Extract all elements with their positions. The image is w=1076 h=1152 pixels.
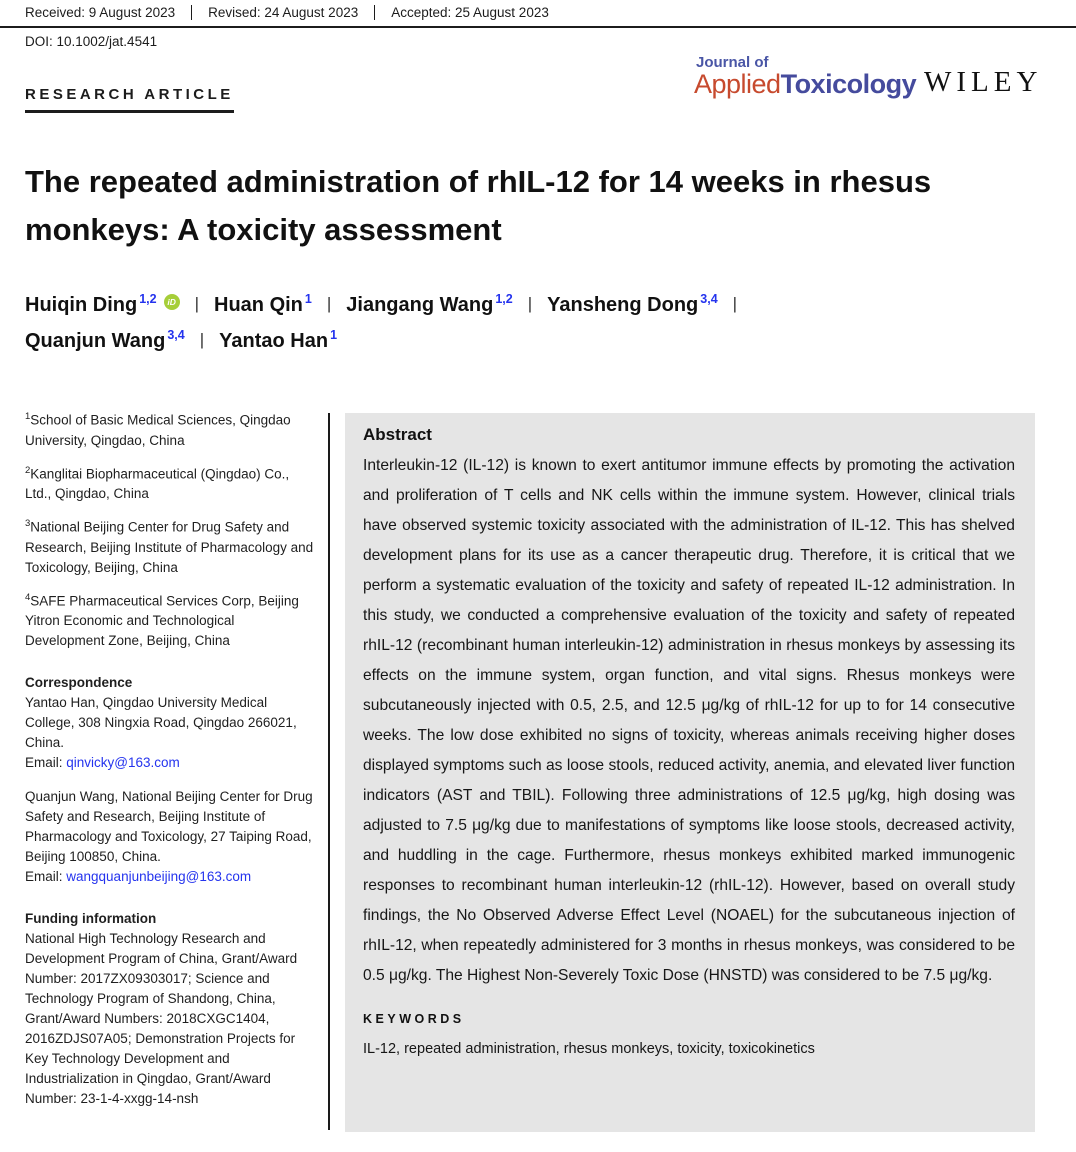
author-affiliation-sup: 3,4 (700, 292, 718, 306)
journal-name-toxicology: Toxicology (780, 69, 917, 99)
affiliation-text: National Beijing Center for Drug Safety and Research, Beijing Institute of Pharmacology and Toxicology, Beijing, China (25, 519, 314, 575)
affiliation-sup: 3 (25, 518, 31, 529)
affiliation-3 (25, 514, 315, 578)
author-separator: | (326, 294, 332, 313)
affiliation-text: Kanglitai Biopharmaceutical (Qingdao) Co., Ltd., Qingdao, China (25, 466, 290, 501)
email-link[interactable]: wangquanjunbeijing@163.com (66, 869, 252, 884)
email-label: Email: (25, 755, 67, 770)
author-name: Huan Qin (214, 294, 303, 316)
affiliation-text: SAFE Pharmaceutical Services Corp, Beijing Yitron Economic and Technological Development Zone, Beijing, China (25, 593, 299, 648)
abstract-panel (345, 413, 1035, 1132)
accepted-date: Accepted: 25 August 2023 (391, 5, 549, 20)
title-line-2: monkeys: A toxicity assessment (25, 212, 502, 247)
title-line-1: The repeated administration of rhIL-12 for 14 weeks in rhesus (25, 164, 932, 199)
author-affiliation-sup: 3,4 (167, 328, 185, 342)
author-name: Jiangang Wang (346, 294, 494, 316)
journal-of-text: Journal of (696, 54, 769, 71)
affiliation-sup: 2 (25, 464, 31, 476)
article-type-label: RESEARCH ARTICLE (25, 86, 234, 113)
abstract-text: Interleukin-12 (IL-12) is known to exert antitumor immune effects by promoting the activation and proliferation of T cells and NK cells within the immune system. However, clinical trials have observed systemic toxicity associated with the administration of IL-12. This has shelved development plans for its use as a cancer therapeutic drug. Therefore, it is critical that we perform a systematic evaluation of the toxicity and safety of repeated IL-12 administration. In this study, we conducted a comprehensive evaluation of the toxicity and safety of repeated rhIL-12 (recombinant human interleukin-12) administration in rhesus monkeys by assessing its effects on the immune system, organ function, and vital signs. Rhesus monkeys were subcutaneously injected with 0.5, 2.5, and 12.5 μg/kg of rhIL-12 for up to for 14 consecutive weeks. The low dose exhibited no signs of toxicity, whereas animals receiving higher doses displayed symptoms such as loose stools, reduced activity, anemia, and elevated liver function indicators (AST and TBIL). Following three administrations of 12.5 μg/kg, high dosing was adjusted to 7.5 μg/kg due to manifestations of symptoms like loose stools, decreased activity, and huddling in the cage. Furthermore, rhesus monkeys exhibited marked immunogenic responses to recombinant human interleukin-12 (rhIL-12). However, based on overall study findings, the No Observed Adverse Effect Level (NOAEL) for the subcutaneous injection of rhIL-12, when repeatedly administered for 3 months in rhesus monkeys, was considered to be 0.5 μg/kg. The Highest Non-Severely Toxic Dose (HNSTD) was considered to be 7.5 μg/kg. (363, 457, 1015, 984)
funding-heading: Funding information (25, 911, 157, 926)
correspondence-heading: Correspondence (25, 675, 133, 690)
received-revised-accepted-bar (0, 0, 1076, 28)
affiliation-1 (25, 407, 315, 451)
email-label: Email: (25, 869, 67, 884)
author-separator: | (194, 294, 200, 313)
doi: DOI: 10.1002/jat.4541 (25, 34, 158, 49)
affiliation-text: School of Basic Medical Sciences, Qingdao University, Qingdao, China (25, 412, 291, 448)
author-separator: | (199, 330, 205, 349)
author-affiliation-sup: 1 (330, 328, 338, 342)
affiliation-4 (25, 588, 315, 652)
wiley-logo: WILEY (924, 66, 1043, 98)
affiliation-sup: 4 (25, 591, 31, 603)
funding-text: National High Technology Research and Development Program of China, Grant/Award Number: 2017ZX09303017; Science and Technology Program of Shandong, China, Grant/Award Numbers: 2018CXGC1404, 2016ZDJS07A05; Demonstration Projects for Key Technology Development and Industrialization in Qingdao, Grant/Award Number: 23-1-4-xxgg-14-nsh (25, 931, 298, 1106)
correspondence-text: Quanjun Wang, National Beijing Center for Drug Safety and Research, Beijing Institute of Pharmacology and Toxicology, 27 Taiping Road, Beijing 100850, China. (25, 789, 313, 864)
email-link[interactable]: qinvicky@163.com (66, 755, 180, 770)
affiliation-2 (25, 461, 315, 505)
keywords-text: IL-12, repeated administration, rhesus monkeys, toxicity, toxicokinetics (363, 1040, 815, 1057)
author-affiliation-sup: 1 (304, 292, 312, 306)
author-name: Quanjun Wang (25, 330, 166, 352)
author-separator: | (732, 294, 738, 313)
author-name: Yantao Han (219, 330, 329, 352)
page-title (25, 158, 1040, 254)
author-list (25, 294, 985, 366)
revised-date: Revised: 24 August 2023 (192, 5, 375, 20)
received-date: Received: 9 August 2023 (25, 5, 192, 20)
correspondence-entry-2 (25, 787, 315, 887)
author-name: Huiqin Ding (25, 294, 138, 316)
abstract-heading: Abstract (363, 425, 432, 444)
journal-logo (694, 55, 916, 98)
journal-name-applied: Applied (694, 69, 781, 99)
affiliation-sup: 1 (25, 411, 31, 422)
author-name: Yansheng Dong (547, 294, 699, 316)
left-sidebar (25, 407, 315, 1119)
keywords-heading: KEYWORDS (363, 1012, 465, 1026)
correspondence-entry-1 (25, 693, 315, 773)
author-affiliation-sup: 1,2 (139, 292, 157, 306)
column-divider (328, 413, 330, 1130)
orcid-icon[interactable]: iD (164, 294, 180, 310)
author-separator: | (527, 294, 533, 313)
author-affiliation-sup: 1,2 (495, 292, 513, 306)
correspondence-text: Yantao Han, Qingdao University Medical College, 308 Ningxia Road, Qingdao 266021, China. (25, 695, 297, 750)
